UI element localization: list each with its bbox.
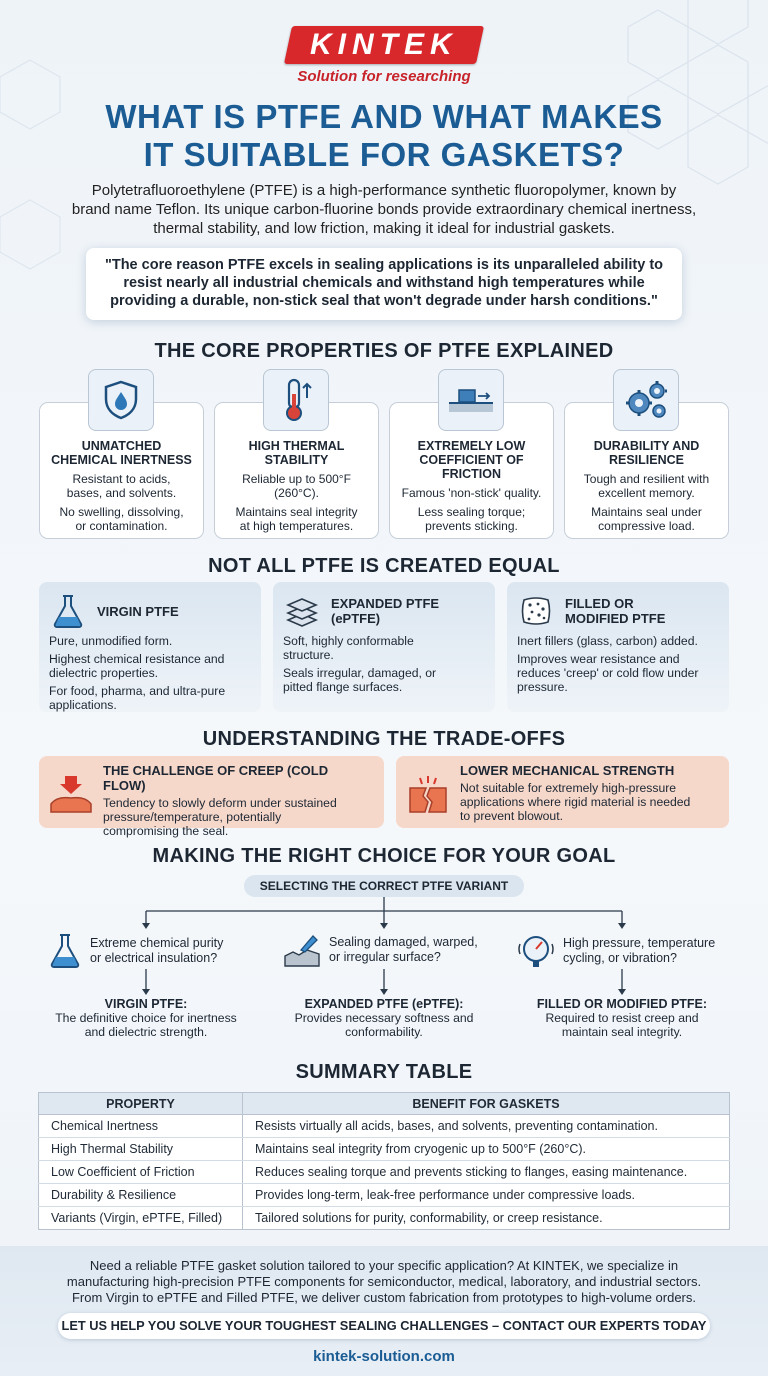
gears-icon <box>613 369 679 431</box>
tradeoff-card-strength: LOWER MECHANICAL STRENGTH Not suitable for extremely high-pressure applications where rigid material is needed to prevent blowout. <box>396 756 729 828</box>
summary-table <box>38 1092 730 1230</box>
shield-drop-icon <box>88 369 154 431</box>
summary-heading: SUMMARY TABLE <box>295 1061 473 1083</box>
kintek-logo: KINTEK <box>284 26 484 64</box>
intro-paragraph: Polytetrafluoroethylene (PTFE) is a high-performance synthetic fluoropolymer, known by brand name Teflon. Its unique carbon-fluorine bonds provide extraordinary chemical inertness, thermal stability, and low friction, making it ideal for industrial gaskets. <box>71 182 697 237</box>
type-card-expanded: EXPANDED PTFE (ePTFE) Soft, highly conformable structure. Seals irregular, damaged, or pitted flange surfaces. <box>273 582 495 712</box>
table-row: Chemical Inertness Resists virtually all acids, bases, and solvents, preventing contamination. <box>39 1115 730 1138</box>
choice-result-filled: FILLED OR MODIFIED PTFE: Required to resist creep and maintain seal integrity. <box>536 997 708 1039</box>
page-title: WHAT IS PTFE AND WHAT MAKES IT SUITABLE FOR GASKETS? <box>105 98 663 173</box>
filled-pad-icon <box>517 592 555 630</box>
contact-cta-button[interactable]: LET US HELP YOU SOLVE YOUR TOUGHEST SEALING CHALLENGES – CONTACT OUR EXPERTS TODAY <box>58 1313 710 1339</box>
footer-paragraph: Need a reliable PTFE gasket solution tailored to your specific application? At KINTEK, we specialize in manufacturing high-precision PTFE components for semiconductor, medical, laboratory, and industrial sectors. From Virgin to ePTFE and Filled PTFE, we deliver custom fabrication from prototypes to high-volume orders. <box>66 1258 702 1305</box>
flask-icon <box>49 592 87 630</box>
table-row: High Thermal Stability Maintains seal integrity from cryogenic up to 500°F (260°C). <box>39 1138 730 1161</box>
type-card-filled: FILLED OR MODIFIED PTFE Inert fillers (glass, carbon) added. Improves wear resistance and reduces 'creep' or cold flow under pressure. <box>507 582 729 712</box>
pressure-gauge-icon <box>517 932 555 970</box>
choice-question-purity: Extreme chemical purity or electrical insulation? <box>48 932 223 970</box>
tradeoff-card-creep: THE CHALLENGE OF CREEP (COLD FLOW) Tendency to slowly deform under sustained pressure/temperature, potentially compromising the seal. <box>39 756 384 828</box>
brand-header <box>0 26 768 85</box>
tradeoffs-heading: UNDERSTANDING THE TRADE-OFFS <box>202 728 566 750</box>
sliding-block-icon <box>438 369 504 431</box>
table-row: Variants (Virgin, ePTFE, Filled) Tailored solutions for purity, conformability, or creep resistance. <box>39 1207 730 1230</box>
website-link[interactable]: kintek-solution.com <box>313 1348 455 1365</box>
property-card-thermal: HIGH THERMAL STABILITY Reliable up to 500°F (260°C). Maintains seal integrity at high temperatures. <box>214 402 379 539</box>
brand-tagline: Solution for researching <box>297 68 471 85</box>
choice-question-surface: Sealing damaged, warped, or irregular surface? <box>283 932 478 968</box>
table-row: Low Coefficient of Friction Reduces sealing torque and prevents sticking to flanges, easing maintenance. <box>39 1161 730 1184</box>
choice-result-expanded: EXPANDED PTFE (ePTFE): Provides necessary softness and conformability. <box>294 997 474 1039</box>
choice-result-virgin: VIRGIN PTFE: The definitive choice for inertness and dielectric strength. <box>55 997 237 1039</box>
table-header-row: PROPERTY BENEFIT FOR GASKETS <box>39 1093 730 1115</box>
damaged-surface-icon <box>283 932 321 968</box>
selector-label: SELECTING THE CORRECT PTFE VARIANT <box>244 875 524 897</box>
property-card-chemical: UNMATCHED CHEMICAL INERTNESS Resistant to acids, bases, and solvents. No swelling, dissolving, or contamination. <box>39 402 204 539</box>
property-card-friction: EXTREMELY LOW COEFFICIENT OF FRICTION Famous 'non-stick' quality. Less sealing torque; prevents sticking. <box>389 402 554 539</box>
ptfe-types-heading: NOT ALL PTFE IS CREATED EQUAL <box>208 555 560 577</box>
choice-question-pressure: High pressure, temperature cycling, or vibration? <box>517 932 715 970</box>
cracked-block-icon <box>406 774 450 814</box>
beaker-icon <box>48 932 82 970</box>
key-quote-box: "The core reason PTFE excels in sealing applications is its unparalleled ability to resist nearly all industrial chemicals and withstand high temperatures while providing a durable, non-stick seal that won't degrade under harsh conditions." <box>86 248 682 320</box>
thermometer-icon <box>263 369 329 431</box>
choice-heading: MAKING THE RIGHT CHOICE FOR YOUR GOAL <box>152 845 616 867</box>
table-row: Durability & Resilience Provides long-term, leak-free performance under compressive loads. <box>39 1184 730 1207</box>
creep-icon <box>49 774 93 814</box>
layers-icon <box>283 592 321 630</box>
type-card-virgin: VIRGIN PTFE Pure, unmodified form. Highest chemical resistance and dielectric properties. For food, pharma, and ultra-pure applications. <box>39 582 261 712</box>
core-properties-heading: THE CORE PROPERTIES OF PTFE EXPLAINED <box>154 340 614 362</box>
property-card-durability: DURABILITY AND RESILIENCE Tough and resilient with excellent memory. Maintains seal under compressive load. <box>564 402 729 539</box>
